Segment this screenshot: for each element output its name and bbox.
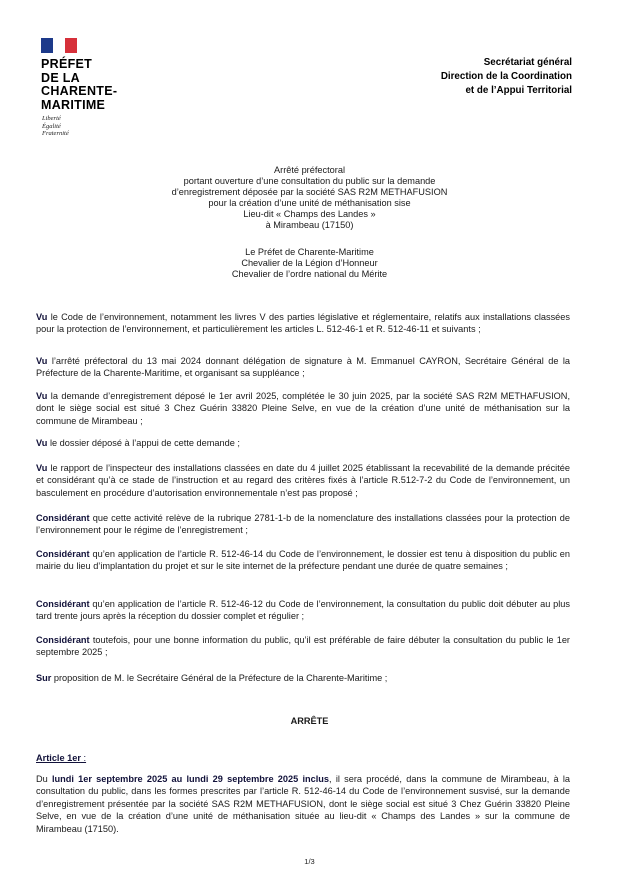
recital-paragraph	[36, 311, 570, 336]
title-line: à Mirambeau (17150)	[265, 220, 354, 230]
authority-line: Chevalier de la Légion d’Honneur	[241, 258, 378, 268]
authority-line: Le Préfet de Charente-Maritime	[245, 247, 374, 257]
motto-line: Liberté	[42, 115, 61, 122]
recital-lead: Vu	[36, 391, 48, 401]
motto-line: Fraternité	[42, 130, 69, 137]
recital-text: le Code de l’environnement, notamment les livres V des parties législative et réglementaire, relatifs aux installations classées pour la protection de l’environnement, et particulièrement les articles L. 512-46-1 et R. 512-46-11 et suivants ;	[36, 312, 570, 335]
page-number: 1/3	[304, 857, 315, 866]
logo-line: MARITIME	[41, 97, 106, 112]
recital-text: que cette activité relève de la rubrique 2781-1-b de la nomenclature des installations classées pour la protection de l’environnement pour le régime de l’enregistrement ;	[36, 513, 570, 536]
article-body	[36, 773, 570, 835]
logo-line: PRÉFET	[41, 57, 93, 71]
recital-lead: Vu	[36, 356, 48, 366]
recital-paragraph	[36, 548, 570, 573]
republic-motto	[42, 115, 69, 138]
recital-paragraph	[36, 390, 570, 427]
prefecture-logo-text	[41, 58, 117, 112]
recital-paragraph	[36, 355, 570, 380]
title-line: Lieu-dit « Champs des Landes »	[243, 209, 376, 219]
article-title: Article 1er	[36, 753, 81, 763]
recital-paragraph	[36, 462, 570, 499]
recital-text: toutefois, pour une bonne information du public, qu’il est préférable de faire débuter la consultation du public le 1er septembre 2025 ;	[36, 635, 570, 658]
article-heading	[36, 753, 86, 763]
title-line: d’enregistrement déposée par la société SAS R2M METHAFUSION	[171, 187, 448, 197]
recital-lead: Considérant	[36, 599, 90, 609]
recital-text: qu’en application de l’article R. 512-46-14 du Code de l’environnement, le dossier est tenu à disposition du public en mairie du lieu d’implantation du projet et sur le site internet de la préfecture pendant une durée de quatre semaines ;	[36, 549, 570, 572]
recital-text: l’arrêté préfectoral du 13 mai 2024 donnant délégation de signature à M. Emmanuel CAYRON, Secrétaire Général de la Préfecture de la Charente-Maritime, et organisant sa suppléance ;	[36, 356, 570, 379]
recital-text: le rapport de l’inspecteur des installations classées en date du 4 juillet 2025 établissant la recevabilité de la demande précitée et considérant qu’à ce stade de l’instruction et au regard des critères fixés à l’article R.512-7-2 du Code de l’environnement, un basculement en procédure d’autorisation environnementale n’est pas proposé ;	[36, 463, 570, 498]
sender-line: Secrétariat général	[483, 57, 572, 68]
authority-line: Chevalier de l’ordre national du Mérite	[231, 269, 388, 279]
recital-paragraph	[36, 634, 570, 659]
arrete-heading: ARRÊTE	[290, 716, 329, 726]
recital-lead: Sur	[36, 673, 52, 683]
recital-lead: Considérant	[36, 635, 90, 645]
logo-line: CHARENTE-	[41, 84, 118, 98]
recital-paragraph	[36, 437, 570, 449]
title-line: Arrêté préfectoral	[274, 165, 345, 175]
title-line: portant ouverture d’une consultation du public sur la demande	[183, 176, 436, 186]
sender-line: Direction de la Coordination	[440, 71, 572, 82]
article-text-end: , il sera procédé, dans la commune de Mirambeau, à la consultation du public, dans les formes prescrites par l’article R. 512-46-14 du Code de l’environnement susvisé, sur la demande d’enregistrement présentée par la société SAS R2M METHAFUSION, dont le siège social est situé 3 Chez Guérin 33820 Pleine Selve, en vue de la création d’une unité de méthanisation située au lieu-dit « Champs des Landes » sur la commune de Mirambeau (17150).	[36, 774, 570, 834]
motto-line: Égalité	[42, 122, 61, 130]
recital-paragraph	[36, 598, 570, 623]
logo-line: DE LA	[41, 70, 80, 85]
recital-lead: Considérant	[36, 513, 90, 523]
sender-block	[441, 56, 572, 98]
recital-lead: Considérant	[36, 549, 90, 559]
article-text-start: Du	[36, 774, 52, 784]
recital-paragraph	[36, 672, 570, 684]
recital-text: le dossier déposé à l’appui de cette demande ;	[47, 438, 240, 448]
recital-lead: Vu	[36, 463, 48, 473]
authority-block	[0, 247, 619, 280]
article-dates: lundi 1er septembre 2025 au lundi 29 septembre 2025 inclus	[51, 774, 330, 784]
decree-title	[0, 165, 619, 231]
recital-text: la demande d’enregistrement déposé le 1er avril 2025, complétée le 30 juin 2025, par la société SAS R2M METHAFUSION, dont le siège social est situé 3 Chez Guérin 33820 Pleine Selve, en vue de la création d’une unité de méthanisation sur la commune de Mirambeau ;	[36, 391, 570, 426]
article-colon: :	[80, 753, 87, 763]
recital-lead: Vu	[36, 438, 48, 448]
recital-text: proposition de M. le Secrétaire Général de la Préfecture de la Charente-Maritime ;	[51, 673, 388, 683]
recital-lead: Vu	[36, 312, 48, 322]
title-line: pour la création d’une unité de méthanisation sise	[208, 198, 411, 208]
marianne-flag-logo	[41, 38, 77, 53]
recital-paragraph	[36, 512, 570, 537]
recital-text: qu’en application de l’article R. 512-46-12 du Code de l’environnement, la consultation du public doit débuter au plus tard trente jours après la réception du dossier complet et régulier ;	[36, 599, 570, 622]
sender-line: et de l’Appui Territorial	[465, 85, 572, 96]
